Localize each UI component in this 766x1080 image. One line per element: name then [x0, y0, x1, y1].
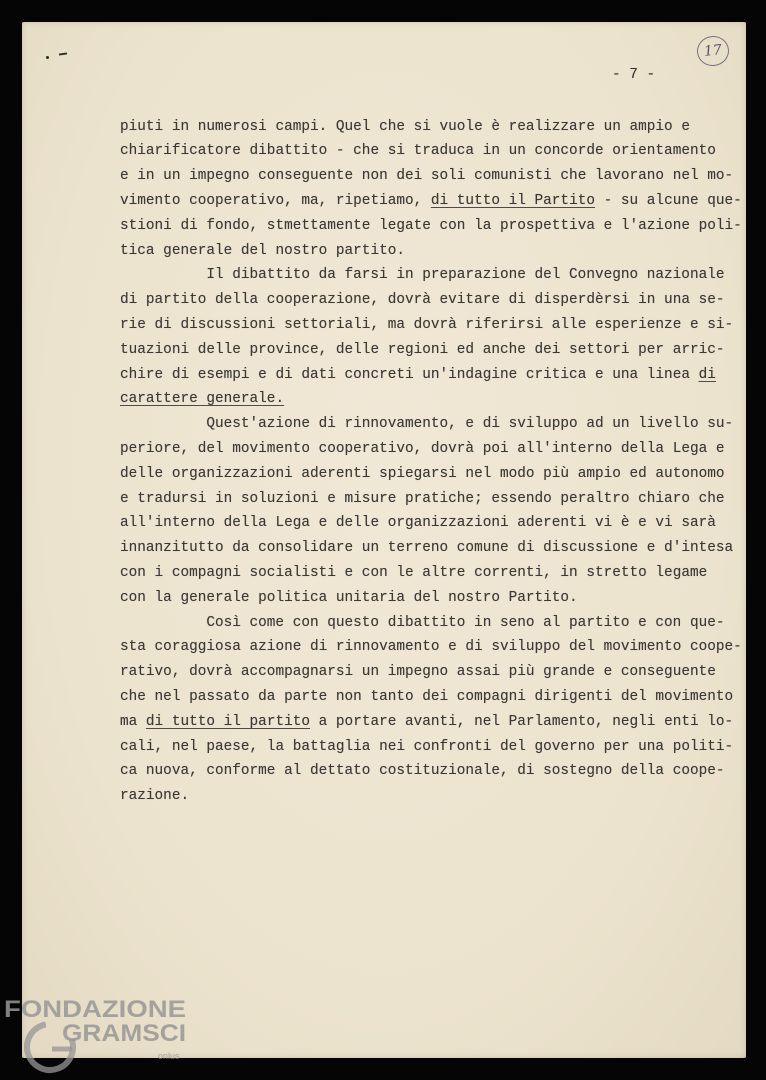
line-text: chire di esempi e di dati concreti un'indagine critica e una linea: [120, 366, 699, 383]
line-text: ma: [120, 713, 146, 730]
text-line: [120, 139, 750, 164]
watermark-line2: GRAMSCI: [62, 1020, 186, 1047]
text-line: [120, 561, 750, 586]
watermark-suffix: onlus: [158, 1051, 180, 1061]
ink-mark-dot: [46, 56, 49, 59]
underlined-text: di tutto il Partito: [430, 192, 595, 209]
line-text: con i compagni socialisti e con le altre correnti, in stretto legame: [120, 564, 708, 581]
text-line: [120, 437, 750, 462]
text-line: [120, 710, 750, 735]
line-text: chiarificatore dibattito - che si traduca in un concorde orientamento: [120, 143, 716, 160]
line-text: tuazioni delle province, delle regioni ed anche dei settori per arric-: [120, 341, 725, 358]
text-line: [120, 115, 750, 140]
text-line: [120, 784, 750, 809]
text-line: [120, 536, 750, 561]
fondazione-gramsci-watermark: [0, 985, 200, 1080]
text-line: [120, 511, 750, 536]
line-text: cali, nel paese, la battaglia nei confronti del governo per una politi-: [120, 738, 734, 755]
line-text: delle organizzazioni aderenti spiegarsi nel modo più ampio ed autonomo: [120, 465, 725, 482]
line-text: razione.: [120, 788, 190, 805]
line-text: tica generale del nostro partito.: [120, 242, 405, 259]
text-line: [120, 239, 750, 264]
line-text: di partito della cooperazione, dovrà evitare di disperdèrsi in una se-: [120, 292, 725, 309]
text-line: [120, 189, 750, 214]
line-text: periore, del movimento cooperativo, dovrà poi all'interno della Lega e: [120, 440, 725, 457]
underlined-text: di tutto il partito: [145, 713, 311, 730]
line-text: all'interno della Lega e delle organizzazioni aderenti vi è e vi sarà: [120, 515, 716, 532]
watermark-line1: FONDAZIONE: [4, 996, 186, 1023]
underlined-text: di: [698, 366, 716, 383]
paragraph-start-line: [120, 263, 750, 288]
line-text: Il dibattito da farsi in preparazione del Convegno nazionale: [206, 267, 725, 284]
text-line: [120, 660, 750, 685]
line-text: a portare avanti, nel Parlamento, negli enti lo-: [310, 713, 734, 730]
line-text: Così come con questo dibattito in seno al partito e con que-: [206, 614, 725, 631]
line-text: che nel passato da parte non tanto dei compagni dirigenti del movimento: [120, 688, 734, 705]
line-text: stioni di fondo, stmettamente legate con la prospettiva e l'azione poli-: [120, 217, 742, 234]
text-line: [120, 759, 750, 784]
line-text: rie di discussioni settoriali, ma dovrà riferirsi alle esperienze e si-: [120, 316, 734, 333]
text-line: [120, 735, 750, 760]
text-line: [120, 338, 750, 363]
line-text: - su alcune que-: [594, 192, 742, 209]
text-line: [120, 164, 750, 189]
line-text: con la generale politica unitaria del nostro Partito.: [120, 589, 578, 606]
underlined-text: carattere generale.: [120, 391, 285, 408]
line-text: ca nuova, conforme al dettato costituzionale, di sostegno della coope-: [120, 763, 725, 780]
line-text: e tradursi in soluzioni e misure pratiche; essendo peraltro chiaro che: [120, 490, 725, 507]
paragraph-start-line: [120, 611, 750, 636]
line-text: e in un impegno conseguente non dei soli comunisti che lavorano nel mo-: [120, 168, 734, 185]
text-line: [120, 313, 750, 338]
line-text: Quest'azione di rinnovamento, e di sviluppo ad un livello su-: [206, 416, 734, 433]
line-text: innanzitutto da consolidare un terreno comune di discussione e d'intesa: [120, 540, 734, 557]
text-line: [120, 462, 750, 487]
text-line: [120, 288, 750, 313]
line-text: piuti in numerosi campi. Quel che si vuole è realizzare un ampio e: [120, 118, 690, 135]
page-number: - 7 -: [612, 67, 656, 83]
text-line: [120, 635, 750, 660]
text-line: [120, 214, 750, 239]
text-line: [120, 586, 750, 611]
line-text: sta coraggiosa azione di rinnovamento e di sviluppo del movimento coope-: [120, 639, 742, 656]
typed-text-body: [120, 115, 750, 809]
text-line: [120, 487, 750, 512]
text-line: [120, 387, 750, 412]
line-text: rativo, dovrà accompagnarsi un impegno assai più grande e conseguente: [120, 664, 716, 681]
paragraph-start-line: [120, 412, 750, 437]
text-line: [120, 685, 750, 710]
folio-number: 17: [703, 42, 723, 60]
text-line: [120, 363, 750, 388]
line-text: vimento cooperativo, ma, ripetiamo,: [120, 192, 431, 209]
